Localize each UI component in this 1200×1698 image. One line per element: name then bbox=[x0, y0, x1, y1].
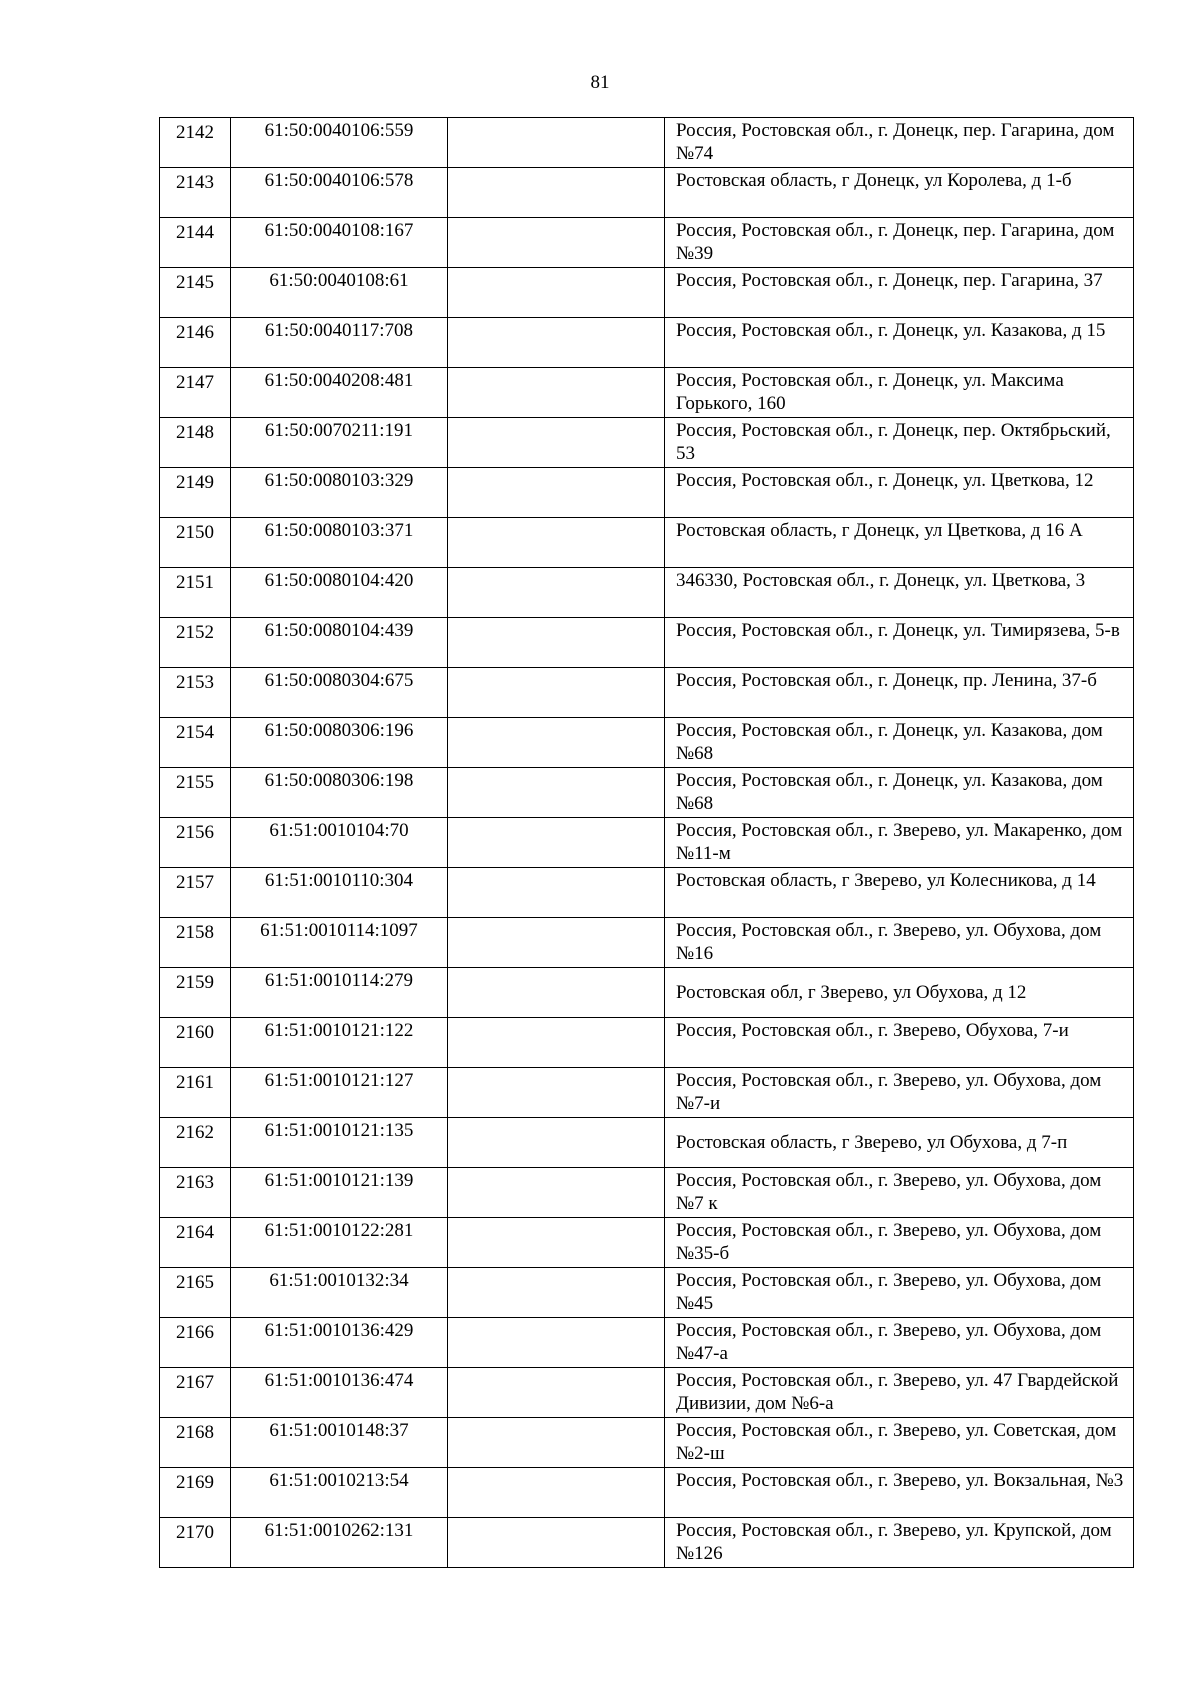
address-cell: Россия, Ростовская обл., г. Донецк, ул. Казакова, дом №68 bbox=[665, 718, 1134, 768]
empty-cell bbox=[448, 418, 665, 468]
cadastral-number-cell: 61:51:0010104:70 bbox=[231, 818, 448, 868]
cadastral-number-cell: 61:51:0010114:279 bbox=[231, 968, 448, 1018]
address-cell: Россия, Ростовская обл., г. Донецк, пер. Гагарина, дом №74 bbox=[665, 118, 1134, 168]
table-row bbox=[160, 1518, 1134, 1568]
empty-cell bbox=[448, 1168, 665, 1218]
cadastral-number-cell: 61:51:0010262:131 bbox=[231, 1518, 448, 1568]
row-number-cell: 2154 bbox=[160, 718, 231, 768]
empty-cell bbox=[448, 218, 665, 268]
row-number-cell: 2146 bbox=[160, 318, 231, 368]
empty-cell bbox=[448, 1318, 665, 1368]
cadastral-number-cell: 61:51:0010148:37 bbox=[231, 1418, 448, 1468]
empty-cell bbox=[448, 168, 665, 218]
empty-cell bbox=[448, 518, 665, 568]
empty-cell bbox=[448, 1368, 665, 1418]
address-cell: Россия, Ростовская обл., г. Зверево, ул. Обухова, дом №35-б bbox=[665, 1218, 1134, 1268]
cadastral-number-cell: 61:51:0010121:122 bbox=[231, 1018, 448, 1068]
empty-cell bbox=[448, 668, 665, 718]
table-row bbox=[160, 1268, 1134, 1318]
empty-cell bbox=[448, 268, 665, 318]
table-row bbox=[160, 418, 1134, 468]
empty-cell bbox=[448, 1268, 665, 1318]
cadastral-number-cell: 61:51:0010121:139 bbox=[231, 1168, 448, 1218]
table-row bbox=[160, 1468, 1134, 1518]
row-number-cell: 2157 bbox=[160, 868, 231, 918]
address-cell: Ростовская обл, г Зверево, ул Обухова, д 12 bbox=[665, 968, 1134, 1018]
address-cell: Россия, Ростовская обл., г. Зверево, ул. Обухова, дом №16 bbox=[665, 918, 1134, 968]
cadastral-number-cell: 61:51:0010122:281 bbox=[231, 1218, 448, 1268]
table-row bbox=[160, 1218, 1134, 1268]
cadastral-number-cell: 61:51:0010121:127 bbox=[231, 1068, 448, 1118]
address-cell: Россия, Ростовская обл., г. Донецк, ул. Казакова, д 15 bbox=[665, 318, 1134, 368]
empty-cell bbox=[448, 868, 665, 918]
cadastral-number-cell: 61:50:0040108:61 bbox=[231, 268, 448, 318]
row-number-cell: 2168 bbox=[160, 1418, 231, 1468]
table-row bbox=[160, 1068, 1134, 1118]
cadastral-number-cell: 61:50:0080306:198 bbox=[231, 768, 448, 818]
table-row bbox=[160, 518, 1134, 568]
row-number-cell: 2143 bbox=[160, 168, 231, 218]
empty-cell bbox=[448, 1118, 665, 1168]
address-cell: Россия, Ростовская обл., г. Зверево, ул. Обухова, дом №7 к bbox=[665, 1168, 1134, 1218]
cadastral-number-cell: 61:50:0080103:329 bbox=[231, 468, 448, 518]
row-number-cell: 2144 bbox=[160, 218, 231, 268]
address-cell: Россия, Ростовская обл., г. Донецк, пер. Октябрьский, 53 bbox=[665, 418, 1134, 468]
address-cell: Россия, Ростовская обл., г. Донецк, пр. Ленина, 37-б bbox=[665, 668, 1134, 718]
address-cell: 346330, Ростовская обл., г. Донецк, ул. Цветкова, 3 bbox=[665, 568, 1134, 618]
address-cell: Россия, Ростовская обл., г. Зверево, ул. Обухова, дом №45 bbox=[665, 1268, 1134, 1318]
row-number-cell: 2142 bbox=[160, 118, 231, 168]
table-row bbox=[160, 468, 1134, 518]
row-number-cell: 2170 bbox=[160, 1518, 231, 1568]
address-cell: Россия, Ростовская обл., г. Донецк, ул. Цветкова, 12 bbox=[665, 468, 1134, 518]
address-cell: Россия, Ростовская обл., г. Зверево, ул. Макаренко, дом №11-м bbox=[665, 818, 1134, 868]
row-number-cell: 2162 bbox=[160, 1118, 231, 1168]
registry-table bbox=[159, 117, 1134, 1568]
empty-cell bbox=[448, 1068, 665, 1118]
row-number-cell: 2159 bbox=[160, 968, 231, 1018]
cadastral-number-cell: 61:50:0080304:675 bbox=[231, 668, 448, 718]
address-cell: Ростовская область, г Зверево, ул Колесникова, д 14 bbox=[665, 868, 1134, 918]
cadastral-number-cell: 61:51:0010110:304 bbox=[231, 868, 448, 918]
table-row bbox=[160, 118, 1134, 168]
row-number-cell: 2152 bbox=[160, 618, 231, 668]
address-cell: Россия, Ростовская обл., г. Зверево, Обухова, 7-и bbox=[665, 1018, 1134, 1068]
row-number-cell: 2155 bbox=[160, 768, 231, 818]
table-row bbox=[160, 1168, 1134, 1218]
empty-cell bbox=[448, 118, 665, 168]
empty-cell bbox=[448, 1418, 665, 1468]
table-row bbox=[160, 568, 1134, 618]
table-row bbox=[160, 618, 1134, 668]
address-cell: Россия, Ростовская обл., г. Зверево, ул. Советская, дом №2-ш bbox=[665, 1418, 1134, 1468]
row-number-cell: 2150 bbox=[160, 518, 231, 568]
table-row bbox=[160, 668, 1134, 718]
table-row bbox=[160, 868, 1134, 918]
empty-cell bbox=[448, 718, 665, 768]
table-row bbox=[160, 968, 1134, 1018]
table-row bbox=[160, 768, 1134, 818]
row-number-cell: 2149 bbox=[160, 468, 231, 518]
empty-cell bbox=[448, 918, 665, 968]
row-number-cell: 2160 bbox=[160, 1018, 231, 1068]
cadastral-number-cell: 61:50:0080104:439 bbox=[231, 618, 448, 668]
empty-cell bbox=[448, 1518, 665, 1568]
empty-cell bbox=[448, 818, 665, 868]
row-number-cell: 2151 bbox=[160, 568, 231, 618]
row-number-cell: 2169 bbox=[160, 1468, 231, 1518]
row-number-cell: 2153 bbox=[160, 668, 231, 718]
cadastral-number-cell: 61:50:0080103:371 bbox=[231, 518, 448, 568]
registry-table-body bbox=[160, 118, 1134, 1568]
table-row bbox=[160, 218, 1134, 268]
cadastral-number-cell: 61:51:0010213:54 bbox=[231, 1468, 448, 1518]
row-number-cell: 2167 bbox=[160, 1368, 231, 1418]
address-cell: Ростовская область, г Зверево, ул Обухова, д 7-п bbox=[665, 1118, 1134, 1168]
table-row bbox=[160, 1318, 1134, 1368]
address-cell: Россия, Ростовская обл., г. Зверево, ул. Крупской, дом №126 bbox=[665, 1518, 1134, 1568]
table-row bbox=[160, 1418, 1134, 1468]
row-number-cell: 2166 bbox=[160, 1318, 231, 1368]
table-row bbox=[160, 168, 1134, 218]
address-cell: Россия, Ростовская обл., г. Зверево, ул. 47 Гвардейской Дивизии, дом №6-а bbox=[665, 1368, 1134, 1418]
table-row bbox=[160, 1118, 1134, 1168]
address-cell: Россия, Ростовская обл., г. Зверево, ул. Обухова, дом №47-а bbox=[665, 1318, 1134, 1368]
address-cell: Россия, Ростовская обл., г. Донецк, пер. Гагарина, 37 bbox=[665, 268, 1134, 318]
empty-cell bbox=[448, 1018, 665, 1068]
cadastral-number-cell: 61:50:0040106:578 bbox=[231, 168, 448, 218]
table-row bbox=[160, 1368, 1134, 1418]
page-number: 81 bbox=[590, 72, 610, 93]
table-row bbox=[160, 318, 1134, 368]
cadastral-number-cell: 61:50:0040208:481 bbox=[231, 368, 448, 418]
address-cell: Россия, Ростовская обл., г. Донецк, пер. Гагарина, дом №39 bbox=[665, 218, 1134, 268]
empty-cell bbox=[448, 768, 665, 818]
cadastral-number-cell: 61:51:0010136:429 bbox=[231, 1318, 448, 1368]
address-cell: Россия, Ростовская обл., г. Донецк, ул. Тимирязева, 5-в bbox=[665, 618, 1134, 668]
row-number-cell: 2145 bbox=[160, 268, 231, 318]
cadastral-number-cell: 61:50:0040106:559 bbox=[231, 118, 448, 168]
table-row bbox=[160, 268, 1134, 318]
cadastral-number-cell: 61:51:0010114:1097 bbox=[231, 918, 448, 968]
address-cell: Ростовская область, г Донецк, ул Цветкова, д 16 А bbox=[665, 518, 1134, 568]
address-cell: Ростовская область, г Донецк, ул Королева, д 1-б bbox=[665, 168, 1134, 218]
empty-cell bbox=[448, 1218, 665, 1268]
cadastral-number-cell: 61:50:0070211:191 bbox=[231, 418, 448, 468]
row-number-cell: 2156 bbox=[160, 818, 231, 868]
row-number-cell: 2163 bbox=[160, 1168, 231, 1218]
table-row bbox=[160, 368, 1134, 418]
row-number-cell: 2165 bbox=[160, 1268, 231, 1318]
empty-cell bbox=[448, 968, 665, 1018]
empty-cell bbox=[448, 468, 665, 518]
cadastral-number-cell: 61:50:0040117:708 bbox=[231, 318, 448, 368]
cadastral-number-cell: 61:51:0010121:135 bbox=[231, 1118, 448, 1168]
address-cell: Россия, Ростовская обл., г. Зверево, ул. Обухова, дом №7-и bbox=[665, 1068, 1134, 1118]
address-cell: Россия, Ростовская обл., г. Зверево, ул. Вокзальная, №3 bbox=[665, 1468, 1134, 1518]
row-number-cell: 2147 bbox=[160, 368, 231, 418]
address-cell: Россия, Ростовская обл., г. Донецк, ул. Максима Горького, 160 bbox=[665, 368, 1134, 418]
cadastral-number-cell: 61:50:0080306:196 bbox=[231, 718, 448, 768]
table-row bbox=[160, 718, 1134, 768]
empty-cell bbox=[448, 318, 665, 368]
row-number-cell: 2158 bbox=[160, 918, 231, 968]
cadastral-number-cell: 61:51:0010136:474 bbox=[231, 1368, 448, 1418]
empty-cell bbox=[448, 1468, 665, 1518]
cadastral-number-cell: 61:50:0080104:420 bbox=[231, 568, 448, 618]
empty-cell bbox=[448, 618, 665, 668]
table-row bbox=[160, 818, 1134, 868]
empty-cell bbox=[448, 568, 665, 618]
row-number-cell: 2164 bbox=[160, 1218, 231, 1268]
cadastral-number-cell: 61:51:0010132:34 bbox=[231, 1268, 448, 1318]
address-cell: Россия, Ростовская обл., г. Донецк, ул. Казакова, дом №68 bbox=[665, 768, 1134, 818]
table-row bbox=[160, 918, 1134, 968]
row-number-cell: 2161 bbox=[160, 1068, 231, 1118]
cadastral-number-cell: 61:50:0040108:167 bbox=[231, 218, 448, 268]
table-row bbox=[160, 1018, 1134, 1068]
empty-cell bbox=[448, 368, 665, 418]
row-number-cell: 2148 bbox=[160, 418, 231, 468]
